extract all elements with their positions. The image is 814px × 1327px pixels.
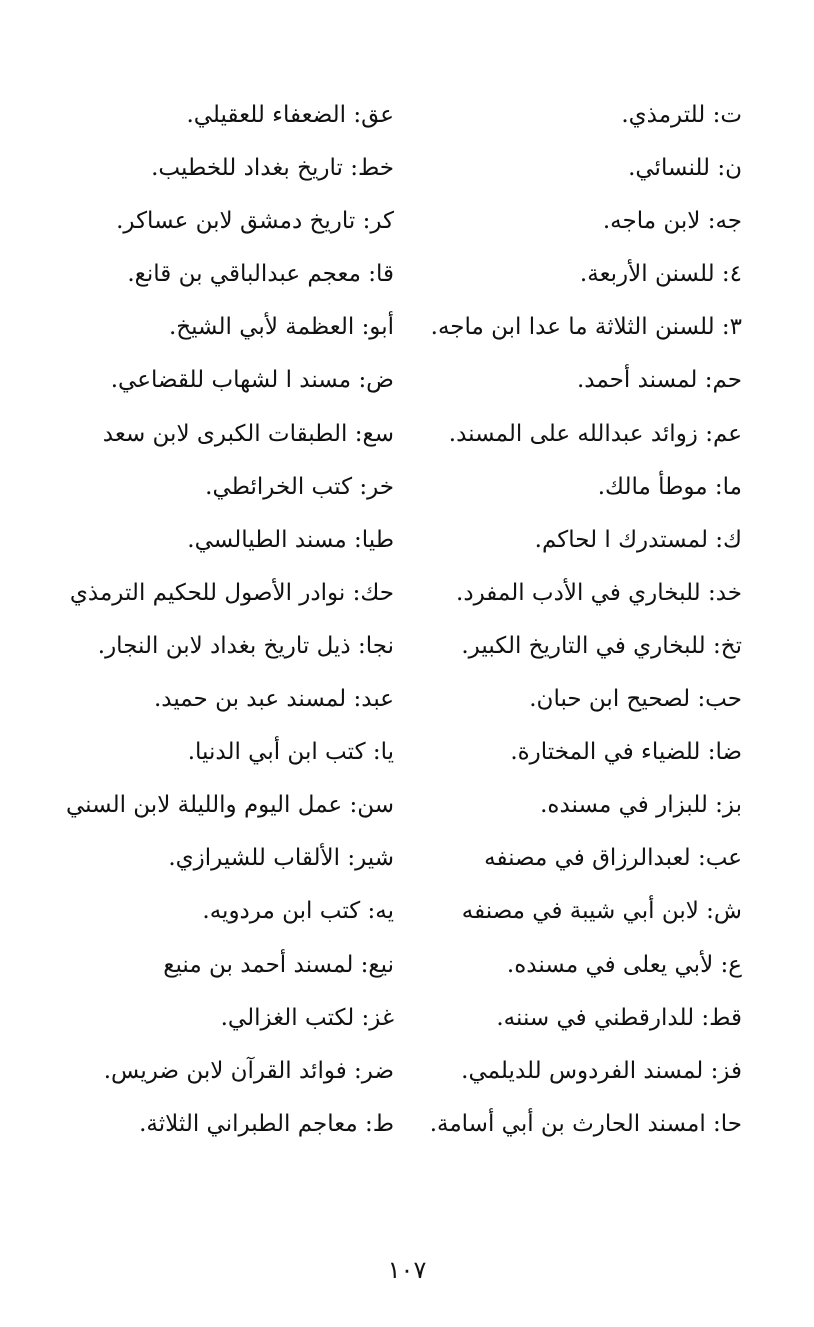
abbreviation-entry: جه: لابن ماجه. [602,208,742,235]
abbreviations-right-column [412,93,742,1155]
abbreviation-entry: عم: زوائد عبدالله على المسند. [448,420,742,447]
abbreviation-entry: ن: للنسائي. [628,155,742,182]
abbreviation-entry: ما: موطأ مالك. [597,473,742,500]
abbreviation-entry: طيا: مسند الطيالسي. [187,526,394,553]
abbreviation-entry: حا: امسند الحارث بن أبي أسامة. [429,1110,742,1137]
page-number: ١٠٧ [387,1256,427,1284]
abbreviation-entry: ٣: للسنن الثلاثة ما عدا ابن ماجه. [430,314,742,341]
abbreviation-entry: حب: لصحيح ابن حبان. [529,686,742,713]
abbreviation-entry: فز: لمسند الفردوس للديلمي. [461,1057,742,1084]
abbreviation-entry: ك: لمستدرك ا لحاكم. [534,526,742,553]
abbreviation-entry: شير: الألقاب للشيرازي. [168,845,394,872]
abbreviations-left-column [22,93,394,1155]
abbreviation-entry: سع: الطبقات الكبرى لابن سعد [102,420,394,447]
abbreviation-entry: عب: لعبدالرزاق في مصنفه [484,845,742,872]
abbreviation-entry: خد: للبخاري في الأدب المفرد. [456,579,742,606]
abbreviation-entry: حم: لمسند أحمد. [576,367,742,394]
abbreviation-entry: عق: الضعفاء للعقيلي. [186,102,394,128]
abbreviation-entry: قا: معجم عبدالباقي بن قانع. [127,261,394,288]
abbreviation-entry: نيع: لمسند أحمد بن منيع [163,951,394,978]
abbreviation-entry: ضا: للضياء في المختارة. [510,739,742,766]
abbreviation-entry: غز: لكتب الغزالي. [220,1004,394,1031]
abbreviation-entry: عبد: لمسند عبد بن حميد. [153,686,394,713]
abbreviation-entry: كر: تاريخ دمشق لابن عساكر. [116,208,394,235]
abbreviation-entry: خط: تاريخ بغداد للخطيب. [151,155,394,182]
abbreviation-entry: ط: معاجم الطبراني الثلاثة. [139,1110,394,1137]
abbreviation-entry: بز: للبزار في مسنده. [540,792,742,819]
abbreviation-entry: يه: كتب ابن مردويه. [202,898,394,925]
abbreviation-entry: قط: للدارقطني في سننه. [496,1004,742,1031]
abbreviation-entry: ع: لأبي يعلى في مسنده. [506,951,742,978]
abbreviation-entry: نجا: ذيل تاريخ بغداد لابن النجار. [97,632,394,659]
abbreviation-entry: حك: نوادر الأصول للحكيم الترمذي [69,579,394,606]
abbreviation-entry: ضر: فوائد القرآن لابن ضريس. [103,1057,394,1084]
abbreviation-entry: تخ: للبخاري في التاريخ الكبير. [461,632,742,659]
abbreviation-entry: يا: كتب ابن أبي الدنيا. [187,739,394,766]
abbreviation-entry: أبو: العظمة لأبي الشيخ. [168,314,394,341]
abbreviation-entry: ت: للترمذي. [621,102,742,128]
abbreviation-entry: خر: كتب الخرائطي. [205,473,394,500]
abbreviation-entry: ٤: للسنن الأربعة. [579,261,742,288]
abbreviation-entry: ض: مسند ا لشهاب للقضاعي. [110,367,394,394]
abbreviation-entry: ش: لابن أبي شيبة في مصنفه [461,898,742,925]
abbreviation-entry: سن: عمل اليوم والليلة لابن السني [65,792,394,819]
